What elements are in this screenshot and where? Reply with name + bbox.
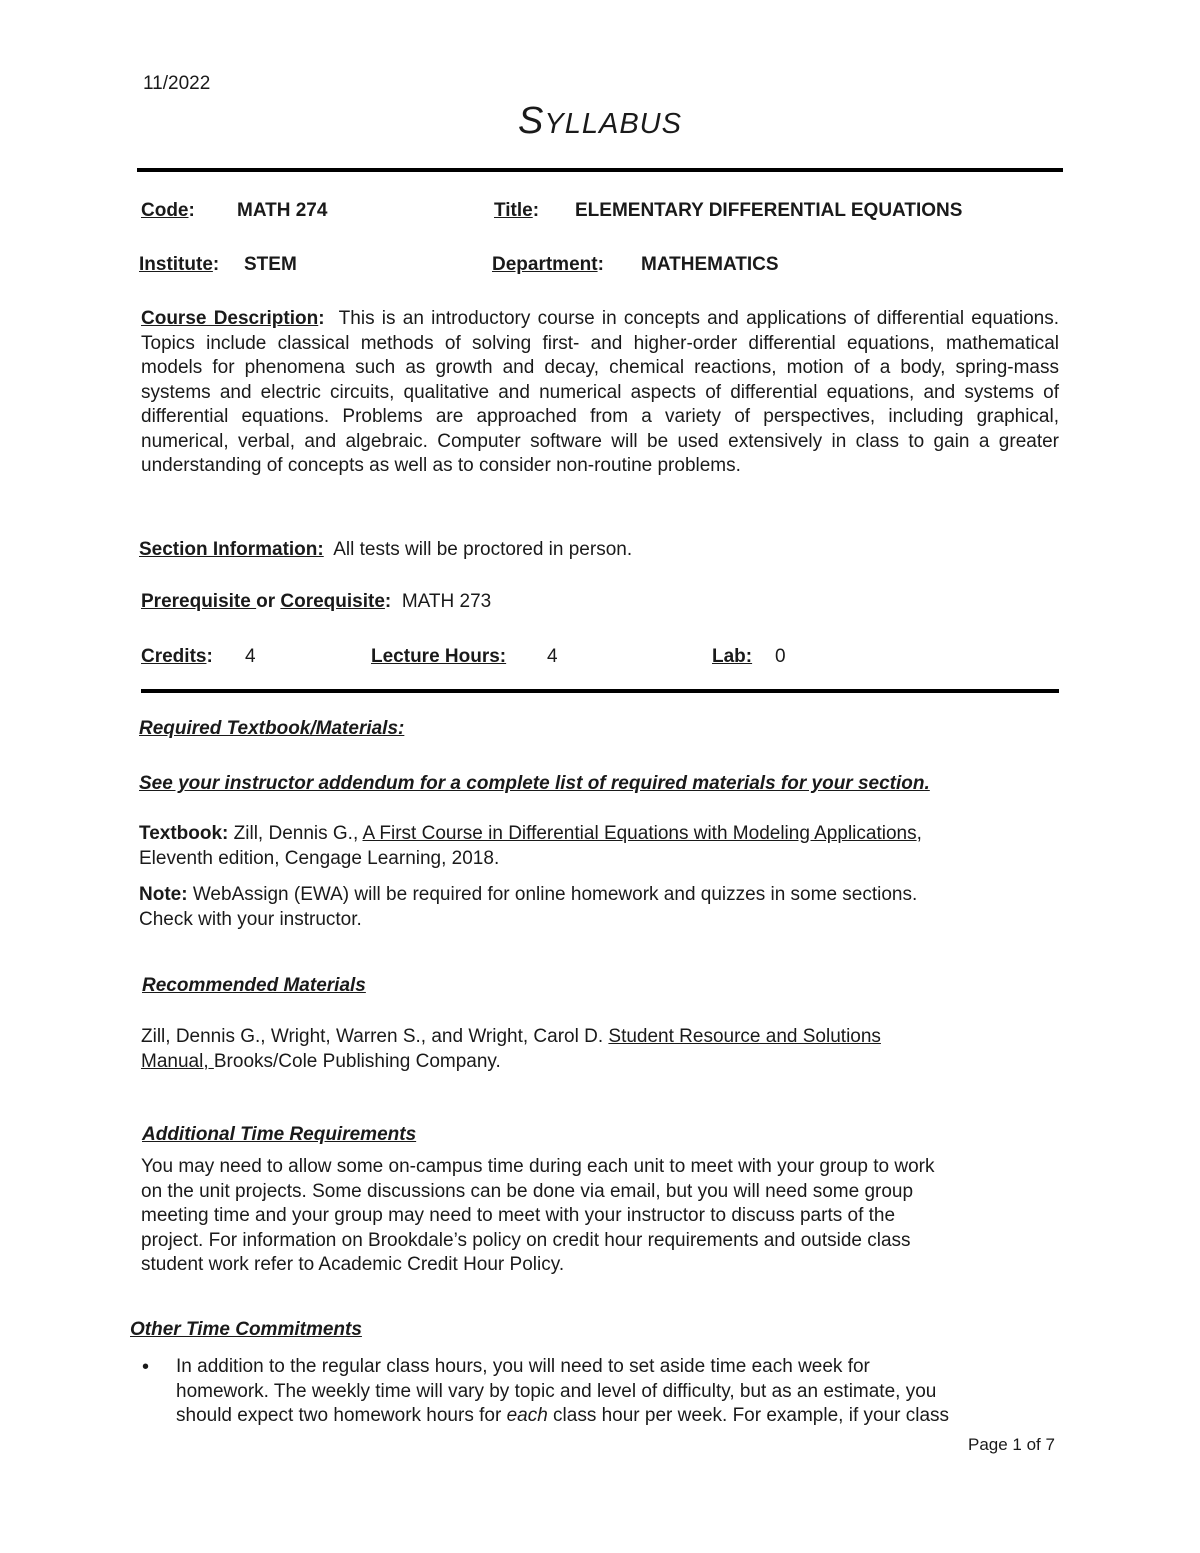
note-text-2: Check with your instructor.: [139, 908, 362, 930]
page-title: [0, 100, 1200, 143]
title-colon: :: [532, 200, 540, 221]
credits-colon: :: [206, 646, 213, 667]
title-label: Title: [494, 200, 533, 221]
course-title-value: ELEMENTARY DIFFERENTIAL EQUATIONS: [575, 200, 963, 221]
recommended-book-title-2: Manual,: [141, 1050, 214, 1072]
department-label-group: [492, 253, 604, 278]
corequisite-label: Corequisite: [280, 591, 385, 612]
lecture-hours-value: 4: [547, 646, 558, 667]
document-date: 11/2022: [143, 73, 211, 94]
recommended-entry: [141, 1025, 1041, 1074]
bullet-line-1: • In addition to the regular class hours, you will need to set aside time each week for: [176, 1356, 870, 1377]
additional-time-line: on the unit projects. Some discussions can be done via email, but you will need some group: [141, 1180, 914, 1202]
code-label-group: [141, 199, 195, 224]
recommended-book-title-1: Student Resource and Solutions: [608, 1026, 881, 1047]
middle-rule: [141, 689, 1059, 693]
bullet-line-3: [176, 1404, 1070, 1429]
title-first-letter: S: [518, 100, 545, 142]
department-value: MATHEMATICS: [641, 254, 779, 275]
prerequisite-label: Prerequisite: [141, 591, 257, 612]
section-info-label: Section Information:: [139, 539, 324, 560]
other-time-list: [140, 1355, 1070, 1429]
additional-time-line: You may need to allow some on-campus time during each unit to meet with your group to work: [141, 1156, 935, 1177]
department-colon: :: [597, 254, 604, 275]
corequisite-colon: :: [384, 591, 392, 612]
textbook-label: Textbook:: [139, 823, 229, 844]
bullet-line-3-start: should expect two homework hours for: [176, 1405, 507, 1426]
additional-time-line: project. For information on Brookdale’s policy on credit hour requirements and outside class: [141, 1229, 911, 1251]
institute-colon: :: [212, 254, 220, 275]
note-entry: [139, 883, 1059, 932]
additional-time-line: student work refer to Academic Credit Hour Policy.: [141, 1254, 565, 1275]
textbook-author: Zill, Dennis G.,: [233, 823, 363, 844]
note-text: WebAssign (EWA) will be required for online homework and quizzes in some sections.: [192, 884, 918, 905]
title-rest: YLLABUS: [544, 108, 682, 140]
code-colon: :: [188, 200, 195, 221]
prerequisite-or: or: [256, 591, 276, 612]
additional-time-heading: Additional Time Requirements: [142, 1124, 417, 1145]
additional-time-line: meeting time and your group may need to meet with your instructor to discuss parts of the: [141, 1205, 896, 1226]
prerequisite-value: MATH 273: [401, 591, 492, 612]
other-time-heading: Other Time Commitments: [130, 1319, 362, 1340]
lecture-hours-label: Lecture Hours:: [371, 646, 507, 667]
instructor-addendum-note: [139, 772, 930, 797]
section-information: [139, 538, 632, 563]
see-instructor-text: See your instructor addendum for a complete list of required materials for your section: [139, 773, 925, 794]
credits-label-group: [141, 645, 213, 670]
bullet-line-3-emphasis: each: [506, 1405, 548, 1426]
required-materials-heading: Required Textbook/Materials:: [139, 718, 405, 739]
department-label: Department: [492, 254, 598, 275]
lab-label: Lab:: [712, 646, 753, 667]
textbook-entry: [139, 822, 1059, 871]
page-number: Page 1 of 7: [968, 1435, 1055, 1454]
code-value: MATH 274: [237, 200, 328, 221]
description-label: Course Description: [141, 308, 319, 329]
textbook-title: A First Course in Differential Equations with Modeling Applications: [362, 823, 917, 844]
additional-time-body: [141, 1155, 1061, 1278]
credits-value: 4: [245, 646, 256, 667]
bullet-line-3-end: class hour per week. For example, if your class: [547, 1405, 950, 1426]
code-label: Code: [141, 200, 189, 221]
lab-value: 0: [775, 646, 786, 667]
textbook-comma: ,: [916, 823, 922, 844]
course-description: [141, 307, 1059, 479]
recommended-publisher: Brooks/Cole Publishing Company.: [213, 1050, 501, 1072]
section-info-text: All tests will be proctored in person.: [333, 539, 633, 560]
prerequisite-line: [141, 590, 491, 615]
see-instructor-period: .: [924, 773, 930, 794]
textbook-edition: Eleventh edition, Cengage Learning, 2018.: [139, 847, 500, 869]
recommended-materials-heading: Recommended Materials: [142, 975, 366, 996]
top-rule: [137, 168, 1063, 172]
institute-label: Institute: [139, 254, 213, 275]
institute-label-group: [139, 253, 219, 278]
recommended-authors: Zill, Dennis G., Wright, Warren S., and Wright, Carol D.: [141, 1026, 609, 1047]
credits-label: Credits: [141, 646, 207, 667]
institute-value: STEM: [244, 254, 297, 275]
bullet-line-2: homework. The weekly time will vary by topic and level of difficulty, but as an estimate, you: [176, 1380, 937, 1402]
title-label-group: [494, 199, 539, 224]
list-item: [140, 1355, 1070, 1429]
description-colon: :: [318, 308, 325, 329]
description-text: This is an introductory course in concepts and applications of differential equations. Topics include classical methods of solving first- and higher-order differential equations, mathematical models for phenomena such as growth and decay, chemical reactions, motion of a body, spring-mass systems and electric circuits, qualitative and numerical aspects of differential equations, and systems of differential equations. Problems are approached from a variety of perspectives, including graphical, numerical, verbal, and algebraic. Computer software will be used extensively in class to gain a greater understanding of concepts as well as to consider non-routine problems.: [141, 308, 1059, 476]
note-label: Note:: [139, 884, 188, 905]
